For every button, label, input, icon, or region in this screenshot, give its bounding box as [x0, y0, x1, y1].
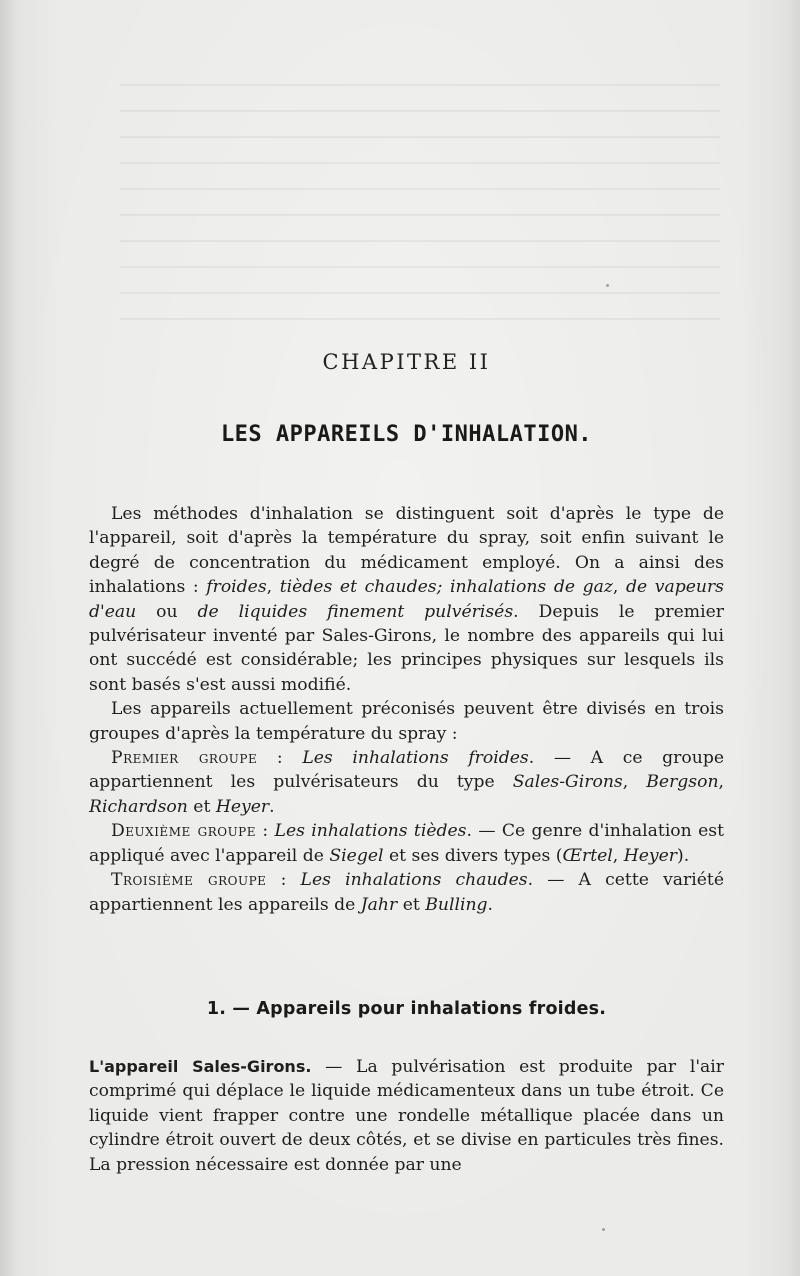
- group-label: Deuxième groupe: [111, 821, 257, 842]
- paragraph-sales-girons: L'appareil Sales-Girons. — La pulvérisation est produite par l'air comprimé qui déplace le liquide médicamenteux dans un tube étroit. Ce liquide vient frapper contre une rondelle métallique placée dans un cylindre étroit ouvert de deux côtés, et se divise en particules très fines. La pression nécessaire est donnée par une: [89, 1057, 725, 1175]
- bleed-through-text: [120, 80, 720, 320]
- chapter-label: CHAPITRE II: [322, 350, 491, 374]
- paragraph-third-group: Troisième groupe : Les inhalations chaudes. — A cette variété appartiennent les appareils de Jahr et Bulling.: [89, 870, 724, 915]
- scan-speck: [602, 1228, 605, 1231]
- intro-text: [89, 502, 724, 917]
- group-label: Troisième groupe: [111, 870, 267, 891]
- sales-girons-text: [89, 1055, 724, 1177]
- paragraph-groups-intro: Les appareils actuellement préconisés peuvent être divisés en trois groupes d'après la température du spray :: [89, 699, 724, 744]
- group-label: Premier groupe: [111, 748, 258, 769]
- paragraph-lead: L'appareil Sales-Girons.: [89, 1057, 312, 1076]
- scan-speck: [606, 284, 609, 287]
- paragraph-methods: Les méthodes d'inhalation se distinguent soit d'après le type de l'appareil, soit d'après la température du spray, soit enfin suivant le degré de concentration du médicament employé. On a ainsi des inhalations : froides, tièdes et chaudes; inhalations de gaz, de vapeurs d'eau ou de liquides finement pulvérisés. Depuis le premier pulvérisateur inventé par Sales-Girons, le nombre des appareils qui lui ont succédé est considérable; les principes physiques sur lesquels ils sont basés s'est aussi modifié.: [89, 504, 724, 695]
- paragraph-second-group: Deuxième groupe : Les inhalations tièdes. — Ce genre d'inhalation est appliqué avec l'appareil de Siegel et ses divers types (Œrtel, Heyer).: [89, 821, 724, 866]
- paragraph-first-group: Premier groupe : Les inhalations froides. — A ce groupe appartiennent les pulvérisateurs du type Sales-Girons, Bergson, Richardson et Heyer.: [89, 748, 724, 817]
- section-heading: 1. — Appareils pour inhalations froides.: [206, 999, 607, 1019]
- chapter-title: LES APPAREILS D'INHALATION.: [220, 422, 593, 447]
